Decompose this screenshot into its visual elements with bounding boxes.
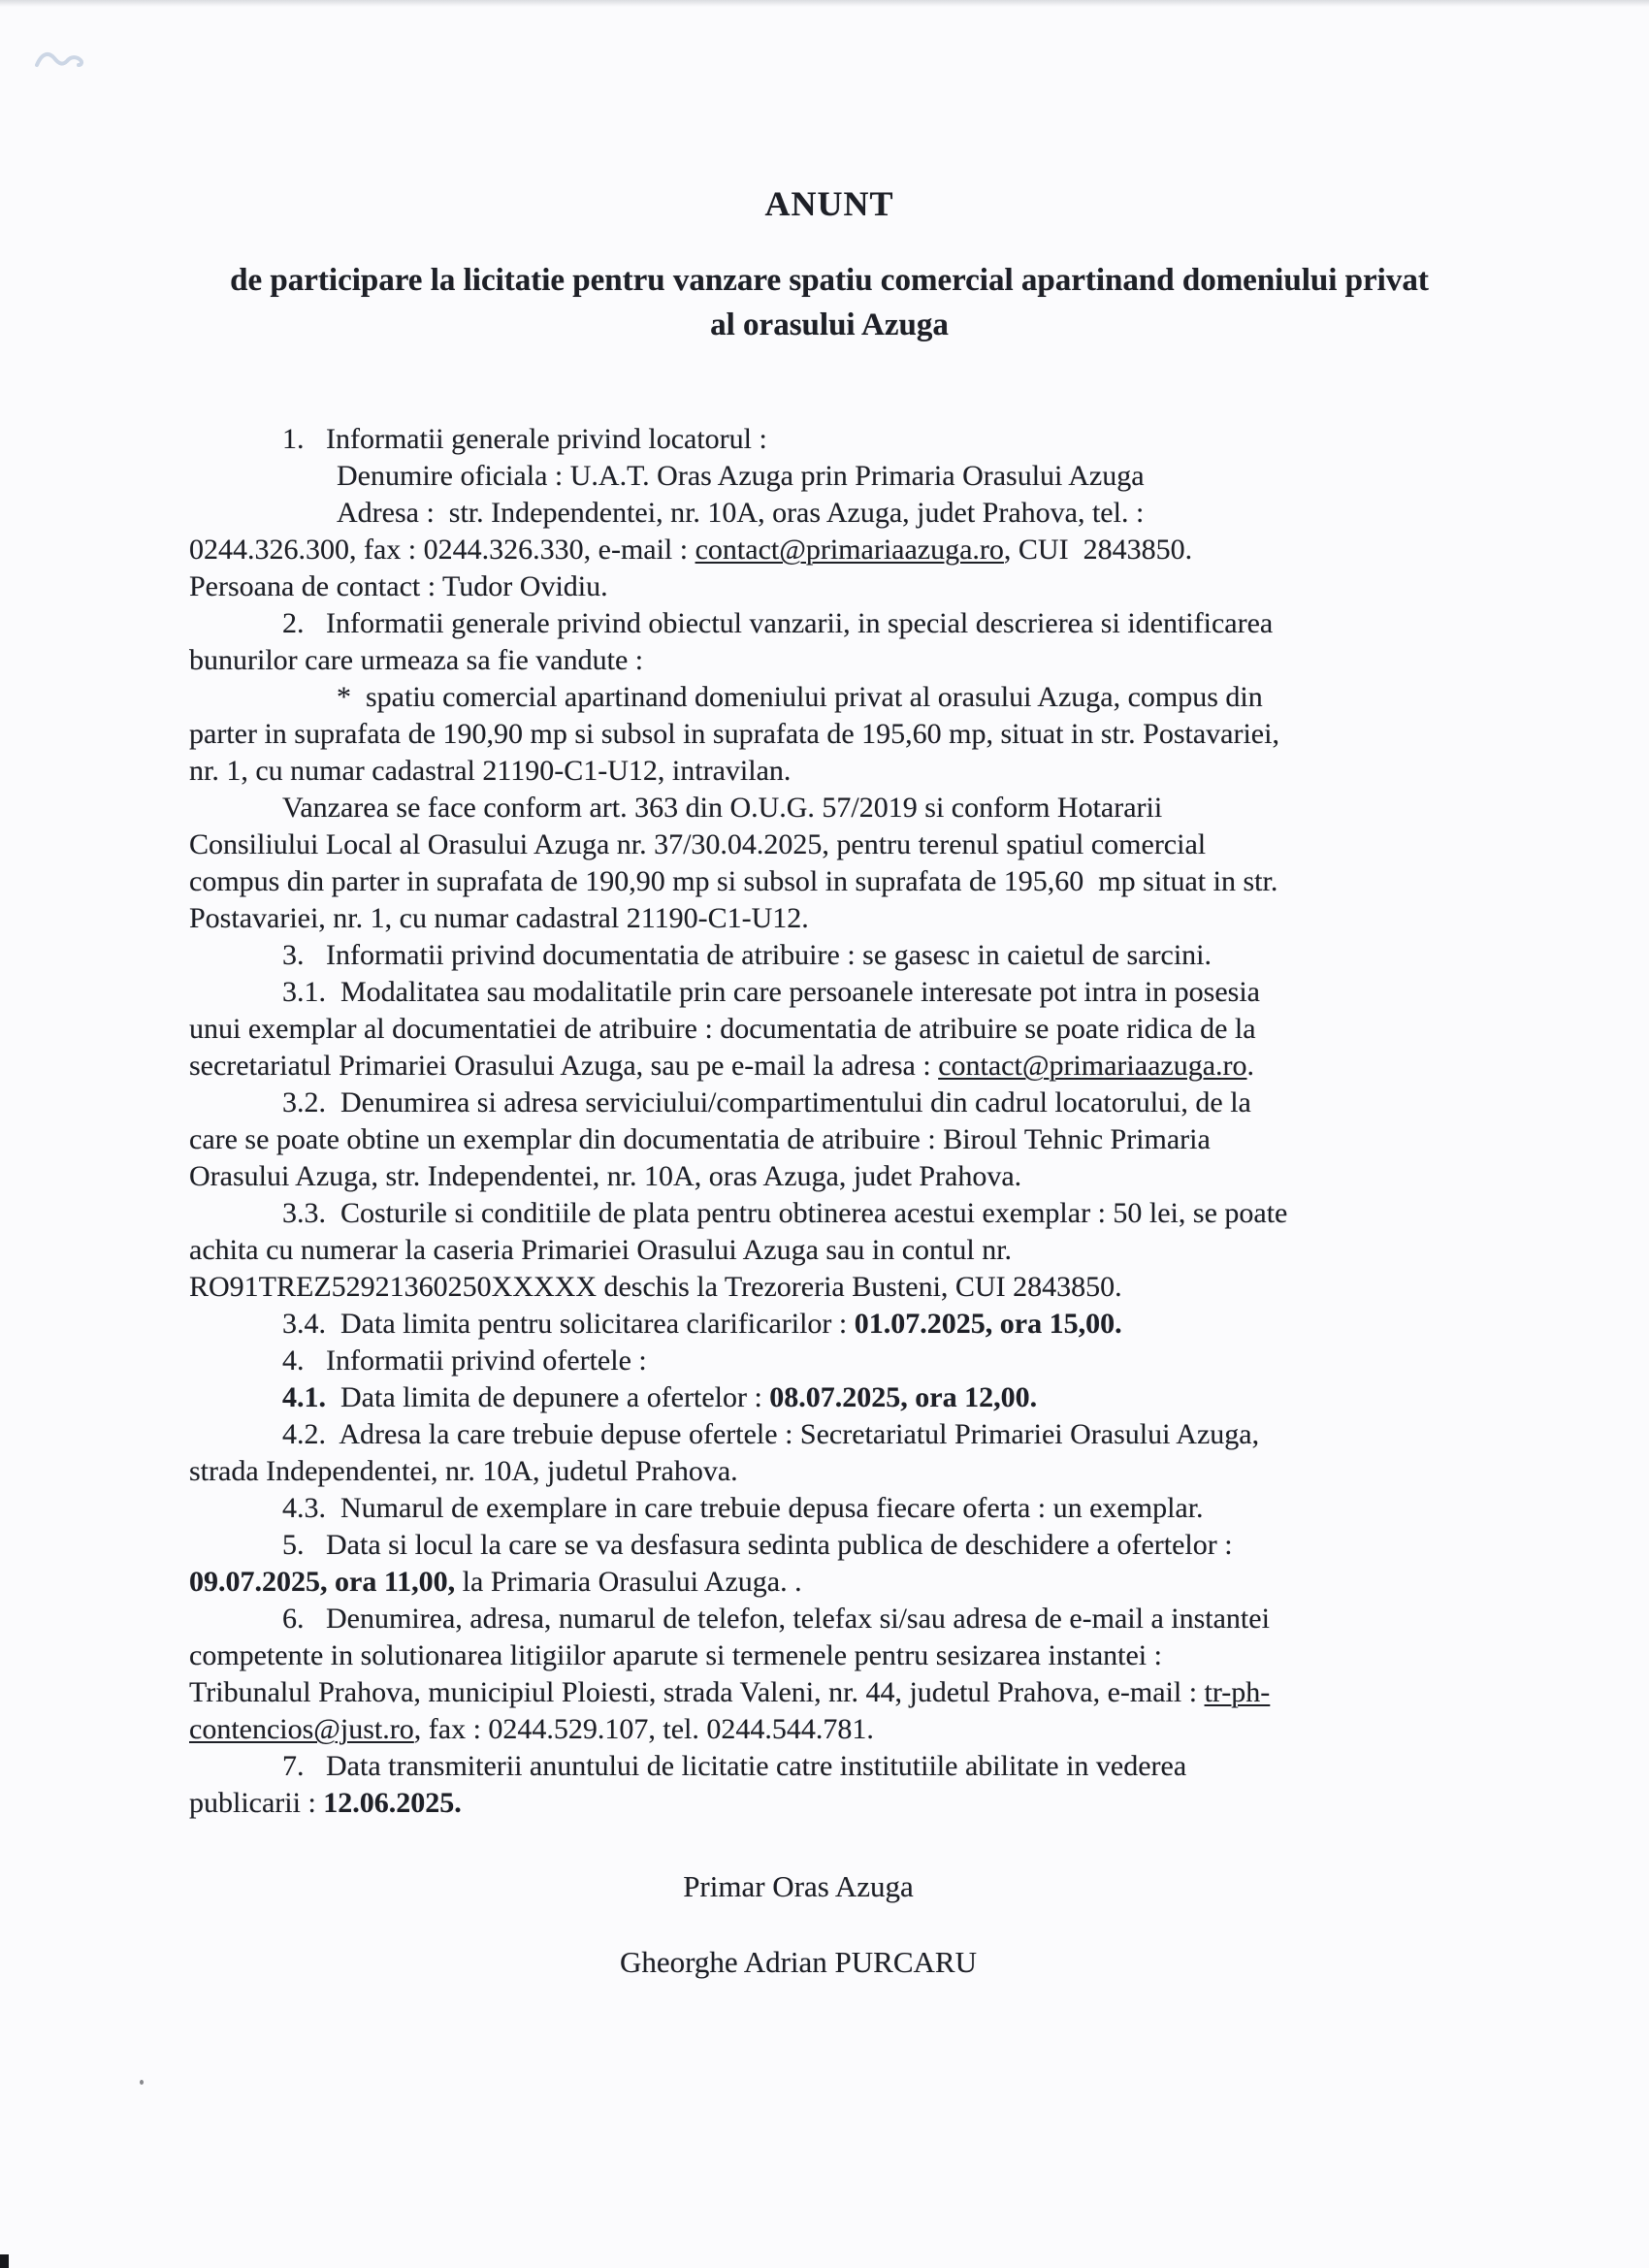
- text-segment: Postavariei, nr. 1, cu numar cadastral 21190-C1-U12.: [189, 902, 809, 934]
- text-line: [189, 1711, 1470, 1748]
- signature-name: Gheorghe Adrian PURCARU: [620, 1945, 977, 1979]
- text-line: [189, 1453, 1470, 1490]
- text-segment: 7. Data transmiterii anuntului de licitatie catre institutiile abilitate in vederea: [282, 1750, 1187, 1782]
- text-line: [189, 642, 1470, 679]
- text-line: [189, 605, 1470, 642]
- text-line: [189, 1121, 1470, 1158]
- text-segment: Consiliului Local al Orasului Azuga nr. 37/30.04.2025, pentru terenul spatiul comercial: [189, 828, 1207, 860]
- text-line: [189, 1564, 1470, 1601]
- text-line: [189, 568, 1470, 605]
- text-line: [189, 1232, 1470, 1269]
- text-line: [189, 974, 1470, 1011]
- text-line: [189, 458, 1470, 495]
- underlined-email-text: contact@primariaazuga.ro: [695, 534, 1004, 566]
- text-segment: competente in solutionarea litigiilor aparute si termenele pentru sesizarea instantei :: [189, 1639, 1162, 1671]
- text-segment: Data limita de depunere a ofertelor :: [326, 1381, 770, 1413]
- underlined-email-text: contencios@just.ro: [189, 1713, 414, 1745]
- text-segment: RO91TREZ52921360250XXXXX deschis la Trezoreria Busteni, CUI 2843850.: [189, 1271, 1122, 1303]
- text-segment: care se poate obtine un exemplar din documentatia de atribuire : Biroul Tehnic Primaria: [189, 1123, 1211, 1155]
- text-segment: 01.07.2025, ora 15,00.: [854, 1308, 1122, 1340]
- text-line: [189, 826, 1470, 863]
- text-segment: secretariatul Primariei Orasului Azuga, sau pe e-mail la adresa :: [189, 1050, 939, 1082]
- text-segment: la Primaria Orasului Azuga. .: [455, 1566, 802, 1598]
- text-segment: 08.07.2025, ora 12,00.: [769, 1381, 1038, 1413]
- text-line: [189, 790, 1470, 826]
- text-line: [189, 532, 1470, 568]
- text-segment: Tribunalul Prahova, municipiul Ploiesti, strada Valeni, nr. 44, judetul Prahova, e-mail :: [189, 1676, 1205, 1708]
- text-segment: 3.2. Denumirea si adresa serviciului/compartimentului din cadrul locatorului, de la: [282, 1086, 1251, 1118]
- text-line: [189, 716, 1470, 753]
- text-segment: 4.3. Numarul de exemplare in care trebuie depusa fiecare oferta : un exemplar.: [282, 1492, 1204, 1524]
- text-segment: 5. Data si locul la care se va desfasura sedinta publica de deschidere a ofertelor :: [282, 1529, 1233, 1561]
- text-segment: Orasului Azuga, str. Independentei, nr. 10A, oras Azuga, judet Prahova.: [189, 1160, 1022, 1192]
- text-segment: , fax : 0244.529.107, tel. 0244.544.781.: [413, 1713, 874, 1745]
- text-line: [189, 1601, 1470, 1637]
- text-line: [189, 1527, 1470, 1564]
- text-segment: 3. Informatii privind documentatia de atribuire : se gasesc in caietul de sarcini.: [282, 939, 1212, 971]
- text-line: [189, 863, 1470, 900]
- text-segment: parter in suprafata de 190,90 mp si subsol in suprafata de 195,60 mp, situat in str. Postavariei,: [189, 718, 1279, 750]
- underlined-email-text: tr-ph-: [1204, 1676, 1271, 1708]
- text-line: [189, 1674, 1470, 1711]
- text-segment: 2. Informatii generale privind obiectul vanzarii, in special descrierea si identificarea: [282, 607, 1274, 639]
- text-segment: Persoana de contact : Tudor Ovidiu.: [189, 570, 608, 602]
- underlined-email-text: contact@primariaazuga.ro: [938, 1050, 1247, 1082]
- scan-speck: [140, 2080, 144, 2085]
- text-line: [189, 1048, 1470, 1085]
- text-line: [189, 1195, 1470, 1232]
- document-title: ANUNT: [764, 184, 894, 223]
- scan-corner-mark: [0, 2254, 9, 2268]
- text-line: [189, 1379, 1470, 1416]
- text-line: [189, 1416, 1470, 1453]
- text-segment: achita cu numerar la caseria Primariei Orasului Azuga sau in contul nr.: [189, 1234, 1013, 1266]
- text-segment: 6. Denumirea, adresa, numarul de telefon, telefax si/sau adresa de e-mail a instantei: [282, 1603, 1270, 1635]
- text-segment: bunurilor care urmeaza sa fie vandute :: [189, 644, 644, 676]
- text-segment: unui exemplar al documentatiei de atribuire : documentatia de atribuire se poate ridica de la: [189, 1013, 1256, 1045]
- text-line: [189, 753, 1470, 790]
- signature-role: Primar Oras Azuga: [683, 1869, 914, 1903]
- text-line: [189, 1343, 1470, 1379]
- text-segment: compus din parter in suprafata de 190,90 mp si subsol in suprafata de 195,60 mp situat in str.: [189, 865, 1278, 897]
- scan-edge-shadow: [0, 0, 1649, 7]
- text-segment: nr. 1, cu numar cadastral 21190-C1-U12, intravilan.: [189, 755, 792, 787]
- text-line: [189, 679, 1470, 716]
- signature-block: [189, 1868, 1470, 1981]
- text-line: [189, 937, 1470, 974]
- text-segment: 12.06.2025.: [323, 1787, 462, 1819]
- text-segment: 3.3. Costurile si conditiile de plata pentru obtinerea acestui exemplar : 50 lei, se poate: [282, 1197, 1288, 1229]
- text-segment: 4.1.: [282, 1381, 326, 1413]
- text-line: [189, 900, 1470, 937]
- document-subtitle: [189, 258, 1470, 347]
- text-segment: , CUI 2843850.: [1003, 534, 1193, 566]
- text-segment: Denumire oficiala : U.A.T. Oras Azuga prin Primaria Orasului Azuga: [337, 460, 1145, 492]
- text-line: [189, 1085, 1470, 1121]
- text-segment: 3.1. Modalitatea sau modalitatile prin care persoanele interesate pot intra in posesia: [282, 976, 1260, 1008]
- subtitle-line-2: al orasului Azuga: [710, 308, 949, 342]
- text-line: [189, 1158, 1470, 1195]
- text-segment: 1. Informatii generale privind locatorul :: [282, 423, 767, 455]
- text-line: [189, 1011, 1470, 1048]
- text-segment: 4.2. Adresa la care trebuie depuse ofertele : Secretariatul Primariei Orasului Azuga,: [282, 1418, 1260, 1450]
- text-line: [189, 1490, 1470, 1527]
- text-line: [189, 1785, 1470, 1822]
- scan-artifact-squiggle: [35, 45, 85, 76]
- text-segment: .: [1246, 1050, 1254, 1082]
- text-line: [189, 421, 1470, 458]
- text-line: [189, 1306, 1470, 1343]
- subtitle-line-1: de participare la licitatie pentru vanzare spatiu comercial apartinand domeniului privat: [230, 263, 1429, 298]
- document-body: [189, 421, 1470, 1822]
- text-segment: Vanzarea se face conform art. 363 din O.U.G. 57/2019 si conform Hotararii: [282, 792, 1163, 824]
- text-line: [189, 495, 1470, 532]
- text-segment: * spatiu comercial apartinand domeniului privat al orasului Azuga, compus din: [337, 681, 1263, 713]
- text-line: [189, 1269, 1470, 1306]
- document-content: [189, 182, 1470, 1981]
- text-segment: 4. Informatii privind ofertele :: [282, 1345, 647, 1377]
- text-segment: 3.4. Data limita pentru solicitarea clarificarilor :: [282, 1308, 855, 1340]
- text-segment: Adresa : str. Independentei, nr. 10A, oras Azuga, judet Prahova, tel. :: [337, 497, 1145, 529]
- text-segment: strada Independentei, nr. 10A, judetul Prahova.: [189, 1455, 738, 1487]
- text-segment: publicarii :: [189, 1787, 324, 1819]
- text-line: [189, 1748, 1470, 1785]
- text-segment: 0244.326.300, fax : 0244.326.330, e-mail :: [189, 534, 695, 566]
- text-segment: 09.07.2025, ora 11,00,: [189, 1566, 456, 1598]
- text-line: [189, 1637, 1470, 1674]
